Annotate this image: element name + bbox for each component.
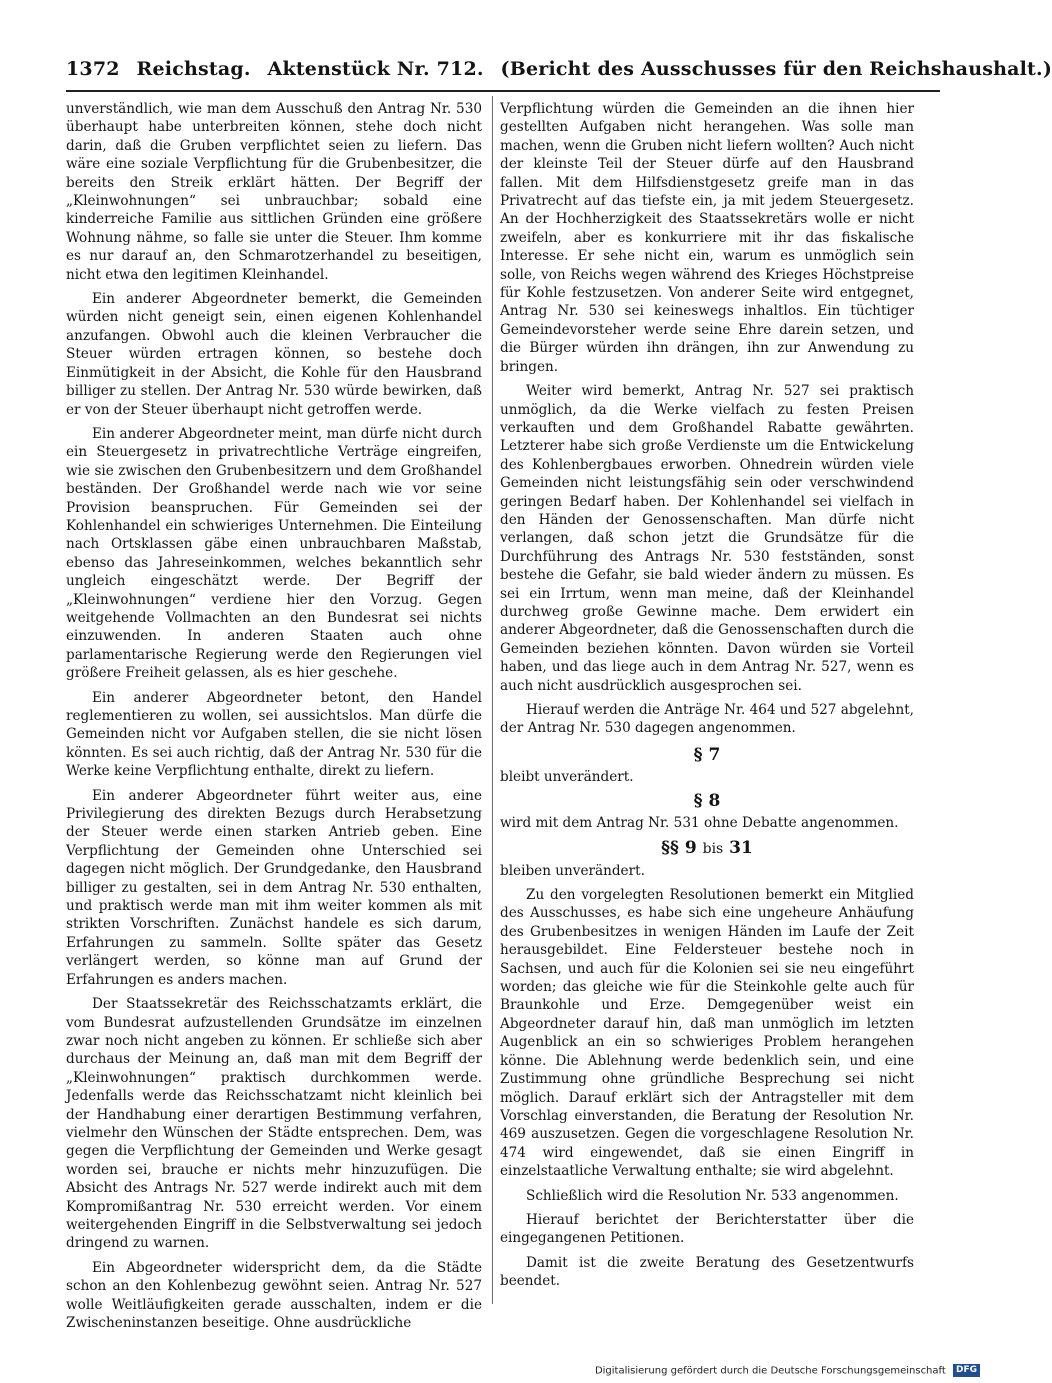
- left-column: [66, 100, 482, 1331]
- digitization-footer: [560, 1364, 980, 1380]
- paragraph: Ein anderer Abgeordneter meint, man dürfe nicht durch ein Steuergesetz in privatrechtliche Verträge eingreifen, wie sie zwischen den Grubenbesitzern und dem Großhandel beständen. Der Großhandel werde nach wie vor seine Provision beanspruchen. Für Gemeinden sei der Kohlenhandel ein schwieriges Unternehmen. Die Einteilung nach Ortsklassen gäbe einen unbrauchbaren Maßstab, ebenso das Jahreseinkommen, welches bekanntlich sehr ungleich eingeschätzt werde. Der Begriff der „Kleinwohnungen“ verdiene hier den Vorzug. Gegen weitgehende Vollmachten an den Bundesrat sei nichts einzuwenden. In anderen Staaten auch ohne parlamentarische Regierung werde den Regierungen viel größere Freiheit gelassen, als es hier geschehe.: [66, 425, 482, 682]
- section-heading-end: 31: [729, 837, 753, 858]
- report-title: (Bericht des Ausschusses für den Reichshaushalt.): [500, 58, 1052, 80]
- right-column: [500, 100, 914, 1310]
- paragraph: Schließlich wird die Resolution Nr. 533 angenommen.: [526, 1187, 899, 1204]
- page-header: [66, 58, 1052, 88]
- section-heading-7: § 7: [693, 744, 721, 765]
- column-divider: [492, 96, 493, 1304]
- paragraph: Hierauf berichtet der Berichterstatter über die eingegangenen Petitionen.: [500, 1211, 914, 1247]
- paragraph: Ein anderer Abgeordneter bemerkt, die Gemeinden würden nicht geneigt sein, einen eigenen Kohlenhandel anzufangen. Obwohl auch die kleinen Verbraucher die Steuer würden ertragen können, so bestehe doch Einmütigkeit in der Absicht, die Kohle für den Hausbrand billiger zu stellen. Der Antrag Nr. 530 würde bewirken, daß er von der Steuer überhaupt nicht getroffen werde.: [66, 291, 482, 418]
- paragraph: Ein anderer Abgeordneter betont, den Handel reglementieren zu wollen, sei aussichtslos. Man dürfe die Gemeinden nicht vor Aufgaben stellen, die sie nicht lösen könnten. Es sei auch richtig, daß der Antrag Nr. 530 für die Werke keine Verpflichtung enthalte, direkt zu liefern.: [66, 689, 482, 780]
- paragraph: Verpflichtung würden die Gemeinden an die ihnen hier gestellten Aufgaben nicht herangehen. Was solle man machen, wenn die Gruben nicht liefern wollten? Auch nicht der kleinste Teil der Steuer dürfe auf den Hausbrand fallen. Mit dem Hilfsdienstgesetz greife man in das Privatrecht auf das tiefste ein, ja mit jedem Steuergesetz. An der Hochherzigkeit des Staatssekretärs wolle er nicht zweifeln, aber es konkurriere mit ihr das fiskalische Interesse. Er sehe nicht ein, warum es unmöglich sein solle, von Reichs wegen während des Krieges Höchstpreise für Kohle festzusetzen. Von anderer Seite wird entgegnet, Antrag Nr. 530 sei keineswegs inhaltlos. Ein tüchtiger Gemeindevorsteher werde seine Ehre darein setzen, und die Bürger würden ihn drängen, ihn zur Anwendung zu bringen.: [500, 101, 914, 375]
- paragraph: Zu den vorgelegten Resolutionen bemerkt ein Mitglied des Ausschusses, es habe sich eine ungeheure Anhäufung des Grubenbesitzes in wenigen Händen im Laufe der Zeit herausgebildet. Eine Feldersteuer bestehe noch in Sachsen, und auch für die Kolonien sei sie neu eingeführt worden; das gleiche wie für die Steinkohle gelte auch für Braunkohle und Erze. Demgegenüber weist ein Abgeordneter darauf hin, daß man unmöglich im letzten Augenblick an ein so schwieriges Problem herangehen könne. Die Ablehnung werde bedenklich sein, und eine Zustimmung ohne gründliche Besprechung sei nicht möglich. Darauf erklärt sich der Antragsteller mit dem Vorschlag einverstanden, die Beratung der Resolution Nr. 469 auszusetzen. Gegen die vorgeschlagene Resolution Nr. 474 wird eingewendet, daß sie einen Eingriff in einzelstaatliche Verwaltung enthalte; sie wird abgelehnt.: [500, 887, 914, 1180]
- page-number: 1372: [66, 58, 120, 80]
- paragraph: Ein anderer Abgeordneter führt weiter aus, eine Privilegierung des direkten Bezugs durch Herabsetzung der Steuer werde einen starken Antrieb geben. Eine Verpflichtung der Gemeinden ohne Unterschied sei dagegen nicht möglich. Der Grundgedanke, den Hausbrand billiger zu gestalten, sei in dem Antrag Nr. 530 enthalten, und praktisch werde man mit ihm weiter kommen als mit strikten Vorschriften. Zunächst handele es sich darum, Erfahrungen zu sammeln. Sollte später das Gesetz verlängert werden, so könne man auf Grund der Erfahrungen es anders machen.: [66, 787, 482, 988]
- section-text-8: wird mit dem Antrag Nr. 531 ohne Debatte angenommen.: [500, 815, 899, 832]
- paragraph: unverständlich, wie man dem Ausschuß den Antrag Nr. 530 überhaupt habe unterbreiten können, stehe doch nicht darin, daß die Gruben verpflichtet seien zu liefern. Das wäre eine soziale Verpflichtung für die Grubenbesitzer, die bereits den Streik erklärt hätten. Der Begriff der „Kleinwohnungen“ sei unbrauchbar; sobald eine kinderreiche Familie aus sittlichen Gründen eine größere Wohnung nähme, so falle sie unter die Steuer. Ihm komme es nur darauf an, den Schmarotzerhandel zu beseitigen, nicht etwa den legitimen Kleinhandel.: [66, 101, 482, 283]
- footer-text: Digitalisierung gefördert durch die Deutsche Forschungsgemeinschaft: [594, 1365, 946, 1377]
- paragraph: Hierauf werden die Anträge Nr. 464 und 527 abgelehnt, der Antrag Nr. 530 dagegen angenommen.: [500, 702, 914, 737]
- paragraph: Ein Abgeordneter widerspricht dem, da die Städte schon an den Kohlenbezug gewöhnt seien. Antrag Nr. 527 wolle Weitläufigkeiten gerade ausschalten, indem er die Zwischeninstanzen beseitige. Ohne ausdrückliche: [66, 1259, 482, 1331]
- publication-name: Reichstag.: [136, 58, 251, 80]
- paragraph: Weiter wird bemerkt, Antrag Nr. 527 sei praktisch unmöglich, da die Werke vielfach zu festen Preisen verkauften und dem Großhandel Rabatte gewährten. Letzterer habe sich große Verdienste um die Entwickelung des Kohlenbergbaues erworben. Ohnedrein würden viele Gemeinden nicht leistungsfähig sein oder verschwindend geringen Bedarf haben. Der Kohlenhandel sei vielfach in den Händen der Genossenschaften. Man dürfe nicht verlangen, daß schon jetzt die Grundsätze für die Durchführung des Antrags Nr. 530 festständen, sonst bestehe die Gefahr, sie bald wieder ändern zu müssen. Es sei ein Irrtum, wenn man meine, daß der Kleinhandel durchweg große Gewinne mache. Dem erwidert ein anderer Abgeordneter, daß die Genossenschaften durch die Gemeinden beziehen könnten. Davon würden sie Vorteil haben, und das liege auch in dem Antrag Nr. 527, wenn es auch nicht ausdrücklich ausgesprochen sei.: [500, 383, 914, 694]
- paragraph: Damit ist die zweite Beratung des Gesetzentwurfs beendet.: [500, 1254, 914, 1290]
- dfg-logo-icon: DFG: [953, 1364, 980, 1377]
- section-text-9-31: bleiben unverändert.: [500, 862, 645, 879]
- paragraph: Der Staatssekretär des Reichsschatzamts erklärt, die vom Bundesrat aufzustellenden Grundsätze im einzelnen zwar noch nicht angeben zu können. Er schließe sich aber durchaus der Meinung an, daß man mit dem Begriff der „Kleinwohnungen“ praktisch durchkommen werde. Jedenfalls werde das Reichsschatzamt nicht kleinlich bei der Handhabung einer derartigen Bestimmung verfahren, vielmehr den Wünschen der Städte entsprechen. Dem, was gegen die Verpflichtung der Gemeinden und Werke gesagt worden sei, brauche er nichts mehr hinzuzufügen. Die Absicht des Antrags Nr. 527 werde indirekt auch mit dem Kompromißantrag Nr. 530 erreicht werden. Vor einem weitergehenden Eingriff in die Selbstverwaltung sei jedoch dringend zu warnen.: [66, 996, 482, 1252]
- header-rule: [66, 90, 940, 92]
- section-heading-8: § 8: [693, 791, 721, 812]
- section-heading-start: §§ 9: [661, 837, 697, 858]
- section-text-7: bleibt unverändert.: [500, 768, 634, 785]
- section-heading-bis: bis: [702, 840, 724, 857]
- section-heading-9-31: [500, 837, 914, 860]
- document-number: Aktenstück Nr. 712.: [267, 58, 484, 80]
